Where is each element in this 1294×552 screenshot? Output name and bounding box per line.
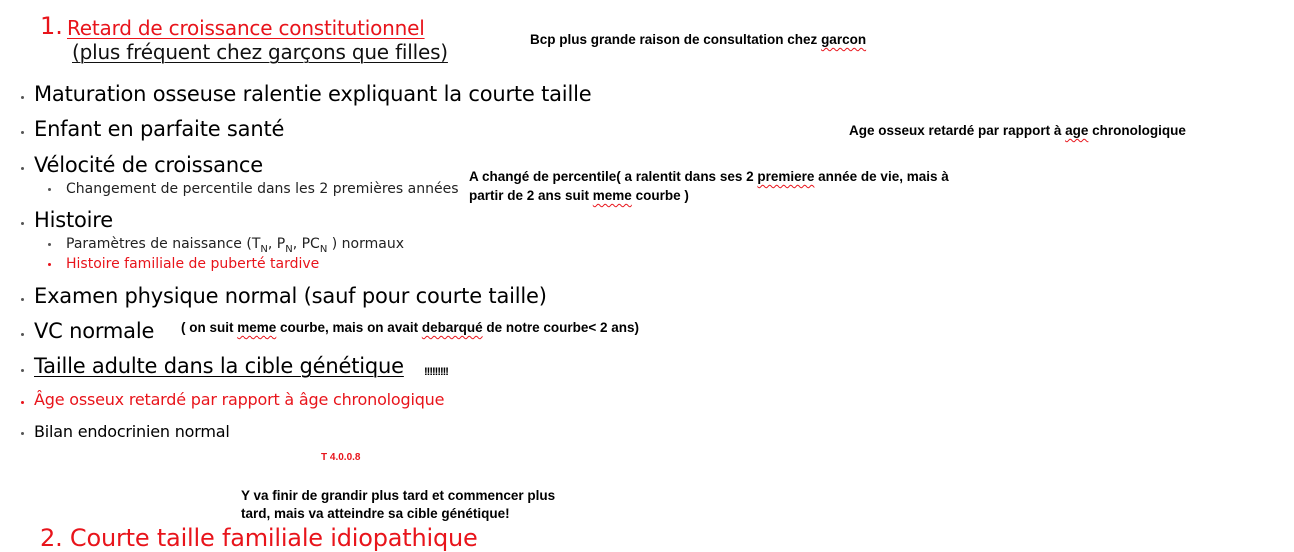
bullet-vc: VC normale [34,319,155,343]
bullet-taille-adulte: Taille adulte dans la cible génétique [34,354,404,378]
note-exclaim: !!!!!!!!! [424,366,448,378]
bullet-dot [21,298,24,301]
bullet-age-osseux: Âge osseux retardé par rapport à âge chronologique [34,390,445,409]
next-heading: 2. Courte taille familiale idiopathique [40,524,478,552]
bullet-dot [21,222,24,225]
note-final-line1: Y va finir de grandir plus tard et commencer plus [241,488,556,503]
note-consultation: Bcp plus grande raison de consultation chez garcon [530,32,867,47]
sub-bullet-familiale: Histoire familiale de puberté tardive [66,256,320,272]
note-vc: ( on suit meme courbe, mais on avait debarqué de notre courbe< 2 ans) [181,320,640,335]
note-percentile-line1: A changé de percentile( a ralentit dans ses 2 premiere année de vie, mais à [469,169,949,184]
bullet-dot [21,333,24,336]
note-age-osseux: Age osseux retardé par rapport à age chronologique [849,123,1186,138]
heading-subtitle: (plus fréquent chez garçons que filles) [72,40,448,64]
bullet-sante: Enfant en parfaite santé [34,117,285,141]
bullet-dot [21,369,24,372]
sub-bullet-dot [48,243,51,246]
sub-bullet-dot [48,188,51,191]
bullet-dot [21,401,24,404]
sub-bullet-dot [48,263,51,266]
sub-bullet-naissance: Paramètres de naissance ($T_N$, $P_N$, $PC_N$ ) normaux [66,236,404,255]
bullet-bilan: Bilan endocrinien normal [34,422,230,441]
bullet-velocite: Vélocité de croissance [34,153,263,177]
note-final-line2: tard, mais va atteindre sa cible génétique! [241,506,510,521]
reference-label: T 4.0.0.8 [321,452,361,463]
heading-title: Retard de croissance constitutionnel [67,16,425,40]
bullet-dot [21,167,24,170]
bullet-histoire: Histoire [34,208,113,232]
bullet-maturation: Maturation osseuse ralentie expliquant la courte taille [34,82,592,106]
note-percentile-line2: partir de 2 ans suit meme courbe ) [469,188,689,203]
heading-number: 1. [40,12,63,40]
bullet-dot [21,96,24,99]
bullet-dot [21,432,24,435]
sub-bullet-velocite: Changement de percentile dans les 2 premières années [66,181,459,197]
bullet-examen: Examen physique normal (sauf pour courte taille) [34,284,547,308]
bullet-dot [21,131,24,134]
